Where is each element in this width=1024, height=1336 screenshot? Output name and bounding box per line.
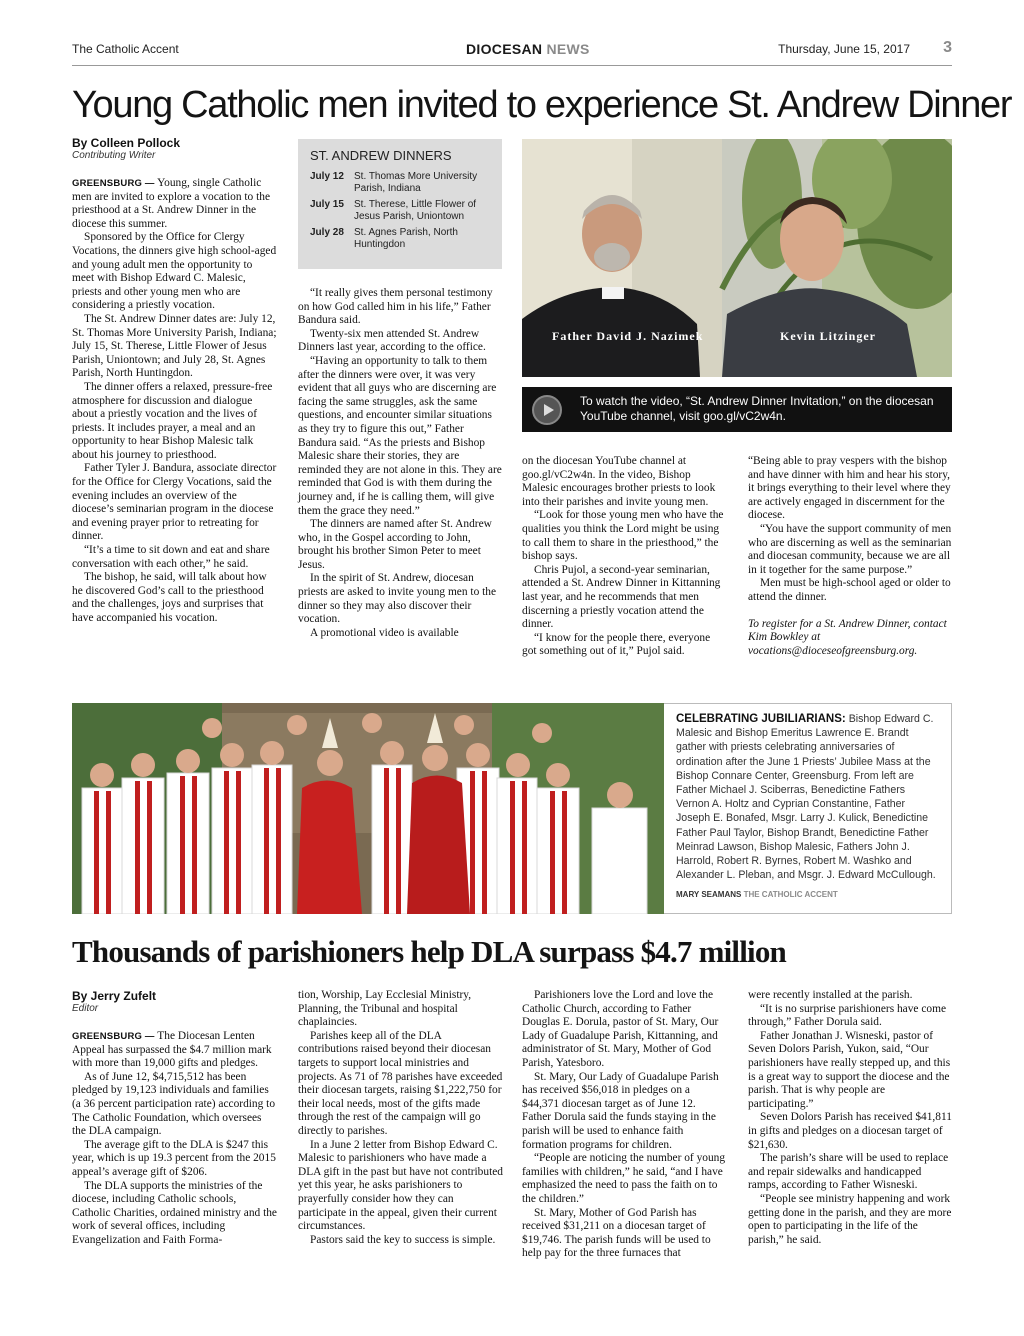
caption-lead: CELEBRATING JUBILIARIANS: — [676, 713, 846, 725]
article2-column-2 — [298, 989, 503, 1247]
photo-label-right: Kevin Litzinger — [780, 329, 876, 343]
paragraph: tion, Worship, Lay Ecclesial Ministry, Planning, the Tribunal and hospital chaplaincies. — [298, 989, 472, 1029]
paragraph: “People are noticing the number of young families with children,” he said, “and I have emphasized the need to pass the faith on to the children.” — [522, 1152, 726, 1205]
paragraph: Father Jonathan J. Wisneski, pastor of Seven Dolors Parish, Yukon, said, “Our parishioners have really stepped up, and this is a great way to support the diocese and the parish. That is why people are participating.” — [748, 1029, 951, 1110]
article2-column-4 — [748, 989, 952, 1247]
paragraph: “I know for the people there, everyone got something out of it,” Pujol said. — [522, 631, 711, 658]
article1-author-role: Contributing Writer — [72, 150, 156, 161]
section-title — [466, 41, 590, 57]
paragraph: “It really gives them personal testimony on how God called him in his life,” Father Bandura said. — [298, 287, 493, 327]
article2-column-3 — [522, 989, 727, 1261]
sidebar-row: July 28 St. Agnes Parish, North Huntingdon — [310, 227, 458, 250]
paragraph: Father Tyler J. Bandura, associate director for the Office for Clergy Vocations, said the evening includes an overview of the diocese’s seminarian program in the diocese and evening prayer prior to retreating for dinner. — [72, 462, 277, 543]
dinners-sidebar — [298, 139, 502, 269]
page-number: 3 — [943, 39, 952, 56]
paragraph: GREENSBURG — The Diocesan Lenten Appeal has surpassed the $4.7 million mark with more than 19,000 gifts and pledges. — [72, 1030, 272, 1070]
paragraph: The bishop, he said, will talk about how he discovered God’s call to the priesthood and the challenges, joys and surprises that have accompanied his vocation. — [72, 571, 267, 624]
section-title-a: DIOCESAN — [466, 41, 543, 57]
video-still-illustration — [522, 139, 952, 377]
video-note: To watch the video, “St. Andrew Dinner Invitation,” on the diocesan YouTube channel, visit goo.gl/vC2w4n. — [580, 394, 934, 423]
issue-date: Thursday, June 15, 2017 — [778, 42, 910, 56]
paragraph: The St. Andrew Dinner dates are: July 12, St. Thomas More University Parish, Indiana; July 15, St. Therese, Little Flower of Jesus Parish, Uniontown; and July 28, St. Agnes Parish, North Huntingdon. — [72, 312, 277, 380]
paragraph: A promotional video is available — [310, 626, 459, 639]
section-title-b: NEWS — [546, 41, 590, 57]
register-note: To register for a St. Andrew Dinner, contact Kim Bowkley at vocations@dioceseofgreensburg.org. — [748, 617, 947, 657]
photo-label-left: Father David J. Nazimek — [552, 329, 704, 343]
play-icon[interactable] — [532, 395, 562, 425]
paragraph: Seven Dolors Parish has received $41,811 in gifts and pledges on a diocesan target of $21,630. — [748, 1111, 952, 1151]
article2-author-role: Editor — [72, 1003, 99, 1014]
paragraph: Men must be high-school aged or older to attend the dinner. — [748, 577, 951, 603]
group-photo-illustration — [72, 703, 664, 914]
paragraph: In the spirit of St. Andrew, diocesan priests are asked to invite young men to the dinner so they may also discover their vocation. — [298, 572, 497, 626]
paragraph: Sponsored by the Office for Clergy Vocations, the dinners give high school-aged and young adult men the opportunity to meet with Bishop Edward C. Malesic, priests and other young men who are considering a priestly vocation. — [72, 231, 277, 312]
paragraph: “You have the support community of men who are discerning as well as the seminarian and diocesan community, because we are all in it together for the same purpose.” — [748, 522, 952, 576]
article2-byline — [72, 989, 156, 1014]
article1-column-1 — [72, 177, 277, 626]
article1-author: By Colleen Pollock — [72, 136, 181, 150]
article2-column-1 — [72, 1030, 277, 1248]
paragraph: The dinner offers a relaxed, pressure-free atmosphere for discussion and dialogue about a priestly vocation and the lives of priests. It includes prayer, a meal and an opportunity to hear Bishop Malesic talk about his journey to priesthood. — [72, 380, 273, 461]
publication-name: The Catholic Accent — [72, 42, 179, 56]
article2-headline: Thousands of parishioners help DLA surpass $4.7 million — [72, 934, 786, 969]
paragraph: Pastors said the key to success is simple. — [310, 1233, 496, 1246]
paragraph: were recently installed at the parish. — [748, 989, 913, 1001]
paragraph: St. Mary, Mother of God Parish has received $31,211 on a diocesan target of $19,746. The parish funds will be used to help pay for the three furnaces that — [522, 1206, 711, 1260]
paragraph: The average gift to the DLA is $247 this year, which is up 19.3 percent from the 2015 appeal’s average gift of $206. — [72, 1138, 276, 1178]
page-header — [72, 39, 952, 66]
sidebar-row: July 12 St. Thomas More University Parish, Indiana — [310, 171, 478, 194]
paragraph: The dinners are named after St. Andrew who, in the Gospel according to John, brought his brother Simon Peter to meet Jesus. — [298, 518, 492, 571]
paragraph: Parishioners love the Lord and love the Catholic Church, according to Father Douglas E. Dorula, pastor of St. Mary, Our Lady of Guadalupe Parish, Kittanning, and administrator of St. Mary, Mother of God Parish, Yatesboro. — [522, 989, 719, 1069]
paragraph: The DLA supports the ministries of the diocese, including Catholic schools, Catholic Charities, ordained ministry and the work of several offices, including Evangelization and Faith Forma- — [72, 1179, 277, 1246]
article1-headline: Young Catholic men invited to experience St. Andrew Dinner — [72, 84, 1012, 126]
paragraph: The parish’s share will be used to replace and repair sidewalks and handicapped ramps, according to Father Wisneski. — [748, 1152, 949, 1192]
dateline: GREENSBURG — — [72, 1031, 155, 1042]
paragraph: As of June 12, $4,715,512 has been pledged by 19,123 individuals and families (a 36 percent participation rate) according to The Catholic Foundation, which oversees the DLA campaign. — [72, 1070, 276, 1138]
article1-column-4 — [748, 455, 952, 658]
video-still-photo — [522, 139, 952, 377]
article1-column-2 — [298, 287, 502, 640]
paragraph: “Look for those young men who have the qualities you think the Lord might be using to call them to share in the priesthood,” the bishop says. — [522, 509, 724, 563]
paragraph: Parishes keep all of the DLA contributions raised beyond their diocesan targets to support local ministries and projects. As 71 of 78 parishes have exceeded their diocesan targets, raising $1,222,750 for their local needs, most of the gifts made through the rest of the campaign will go directly to parishes. — [298, 1029, 503, 1137]
caption-text: Bishop Edward C. Malesic and Bishop Emeritus Lawrence E. Brandt gather with priests celebrating anniversaries of ordination after the June 1 Priests’ Jubilee Mass at the Bishop Connare Center, Greensburg. From left are Father Michael J. Sciberras, Benedictine Fathers Vernon A. Holtz and Cyprian Constantine, Father Joseph E. Bonafed, Msgr. Larry J. Kulick, Benedictine Father Paul Taylor, Bishop Brandt, Benedictine Father Meinrad Lawson, Bishop Malesic, Fathers John J. Harrold, Robert R. Byrnes, Robert M. Washko and Alexander L. Pleban, and Msgr. J. Edward McCullough. — [676, 713, 936, 882]
paragraph: “Being able to pray vespers with the bishop and have dinner with him and hear his story, it brings everything to their level where they are actively engaged in discernment for the diocese. — [748, 455, 951, 522]
paragraph: In a June 2 letter from Bishop Edward C. Malesic to parishioners who have made a DLA gift in the past but have not contributed yet this year, he asks parishioners to prayerfully consider how they can participate in the appeal, given their current circumstances. — [298, 1138, 503, 1233]
dateline: GREENSBURG — — [72, 178, 155, 189]
paragraph: Chris Pujol, a second-year seminarian, attended a St. Andrew Dinner in Kittanning last year, and he recommends that men discerning a priestly vocation attend the dinner. — [522, 563, 721, 631]
paragraph: Twenty-six men attended St. Andrew Dinners last year, according to the office. — [298, 327, 486, 354]
sidebar-title: ST. ANDREW DINNERS — [310, 148, 452, 163]
paragraph: on the diocesan YouTube channel at goo.gl/vC2w4n. In the video, Bishop Malesic encourages brother priests to look into their parishes and invite young men. — [522, 455, 716, 508]
article1-byline — [72, 136, 180, 161]
article2-author: By Jerry Zufelt — [72, 989, 157, 1003]
paragraph: “Having an opportunity to talk to them after the dinners were over, it was very evident that all guys who are discerning are facing the same struggles, ask the same questions, and encounter similar situations as they try to figure this out,” Father Bandura said. “As the priests and Bishop Malesic share their stories, they are reminded they are not alone in this. They are reminded that God is with them during the journey and, if he is calling them, will give them the grace they need.” — [298, 354, 502, 517]
group-photo — [72, 703, 664, 914]
paragraph: “It is no surprise parishioners have come through,” Father Dorula said. — [748, 1002, 946, 1029]
sidebar-row: July 15 St. Therese, Little Flower of Jesus Parish, Uniontown — [310, 199, 477, 222]
paragraph: “It’s a time to sit down and eat and share conversation with each other,” he said. — [72, 544, 270, 570]
photo-credit: MARY SEAMANS THE CATHOLIC ACCENT — [676, 890, 838, 900]
paragraph: “People see ministry happening and work getting done in the parish, and they are more open to participating in the life of the parish,” he said. — [748, 1192, 952, 1246]
article1-column-3 — [522, 455, 727, 659]
paragraph: St. Mary, Our Lady of Guadalupe Parish has received $56,018 in pledges on a $44,371 diocesan target as of June 12. Father Dorula said the funds staying in the parish will be used to enhance faith formation programs for children. — [522, 1070, 719, 1151]
video-link-banner[interactable] — [522, 387, 952, 432]
group-photo-caption — [664, 703, 952, 914]
paragraph: GREENSBURG — Young, single Catholic men are invited to explore a vocation to the priesthood at a St. Andrew Dinner in the diocese this summer. — [72, 177, 271, 230]
